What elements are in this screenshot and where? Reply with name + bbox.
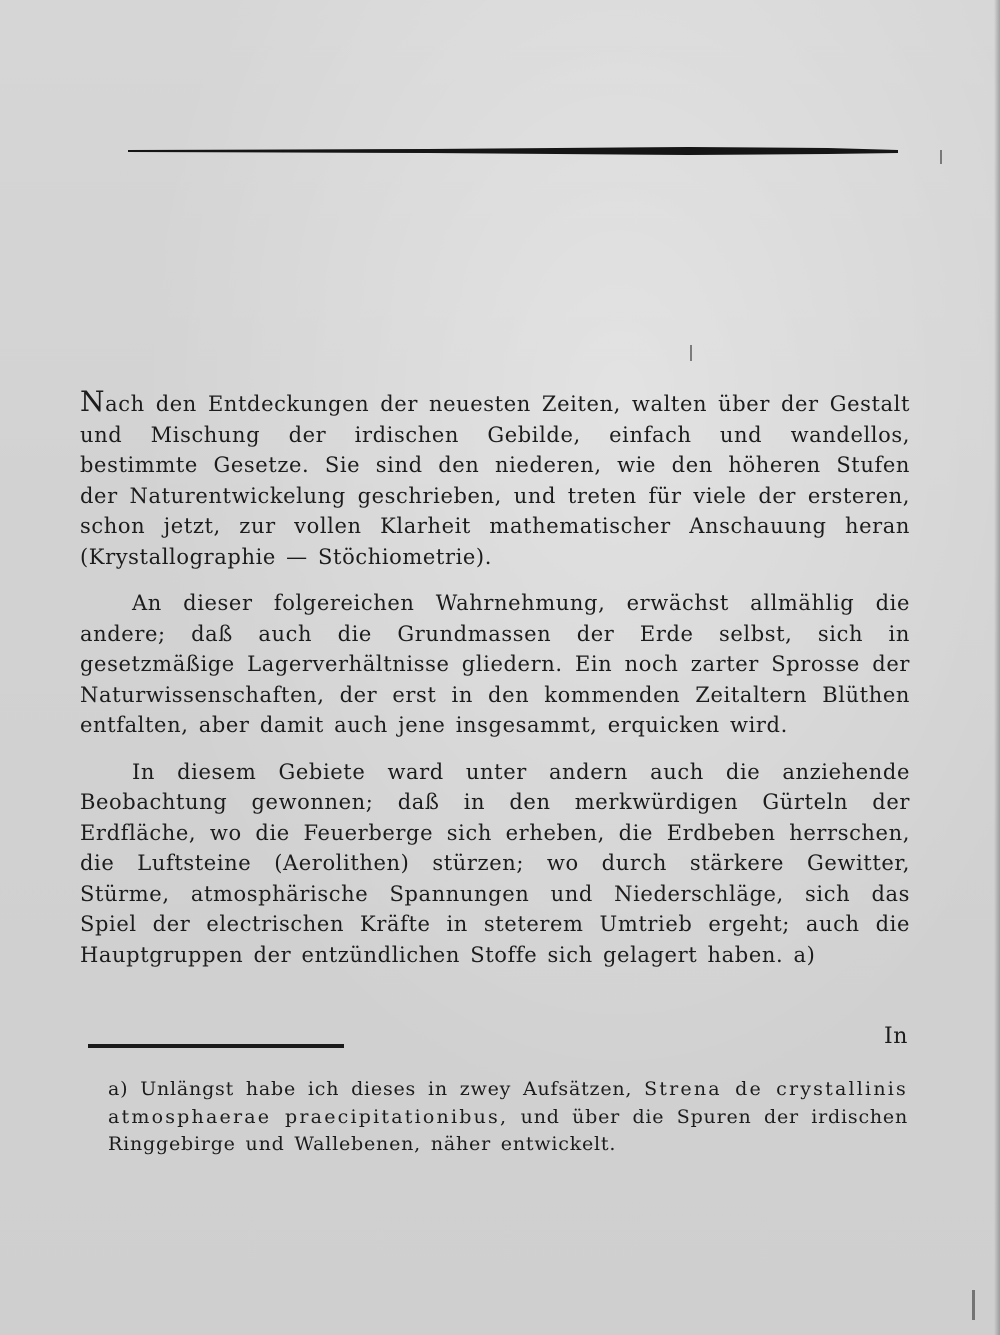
footnote xyxy=(108,1076,908,1159)
catchword: In xyxy=(883,1024,908,1049)
footnote-text-after: und über die Spuren der irdischen Ringgebirge und Wallebenen, näher entwickelt. xyxy=(108,1105,909,1155)
initial-letter: N xyxy=(80,385,106,418)
paragraph-1 xyxy=(80,385,910,572)
header-rule xyxy=(128,147,898,155)
paper-blemish xyxy=(972,1290,975,1320)
paragraph-2: An dieser folgereichen Wahrnehmung, erwächst allmählig die andere; daß auch die Grundmassen der Erde selbst, sich in gesetzmäßige Lagerverhältnisse gliedern. Ein noch zarter Sprosse der Naturwissenschaften, der erst in den kommenden Zeitaltern Blüthen entfalten, aber damit auch jene insgesammt, erquicken wird. xyxy=(80,591,910,737)
paper-blemish xyxy=(940,150,942,164)
footnote-rule xyxy=(88,1044,344,1048)
main-text xyxy=(80,385,910,970)
page-edge-shadow xyxy=(994,0,1000,1335)
footnote-text-before: Unlängst habe ich dieses in zwey Aufsätzen, xyxy=(140,1078,633,1100)
paper-blemish xyxy=(690,345,692,361)
footnote-marker: a) xyxy=(108,1078,129,1100)
header-rule-line xyxy=(128,147,898,155)
paragraph-1-text: ach den Entdeckungen der neuesten Zeiten, walten über der Gestalt und Mischung der irdischen Gebilde, einfach und wandellos, bestimmte Gesetze. Sie sind den niederen, wie den höheren Stufen der Naturentwickelung geschrieben, und treten für viele der ersteren, schon jetzt, zur vollen Klarheit mathematischer Anschauung heran (Krystallographie — Stöchiometrie). xyxy=(80,392,910,569)
paragraph-3: In diesem Gebiete ward unter andern auch die anziehende Beobachtung gewonnen; daß in den merkwürdigen Gürteln der Erdfläche, wo die Feuerberge sich erheben, die Erdbeben herrschen, die Luftsteine (Aerolithen) stürzen; wo durch stärkere Gewitter, Stürme, atmosphärische Spannungen und Niederschläge, sich das Spiel der electrischen Kräfte in steterem Umtrieb ergeht; auch die Hauptgruppen der entzündlichen Stoffe sich gelagert haben. a) xyxy=(80,759,910,967)
footnote-latin-title: Strena de crystallinis atmosphaerae praecipitationibus, xyxy=(108,1078,908,1128)
